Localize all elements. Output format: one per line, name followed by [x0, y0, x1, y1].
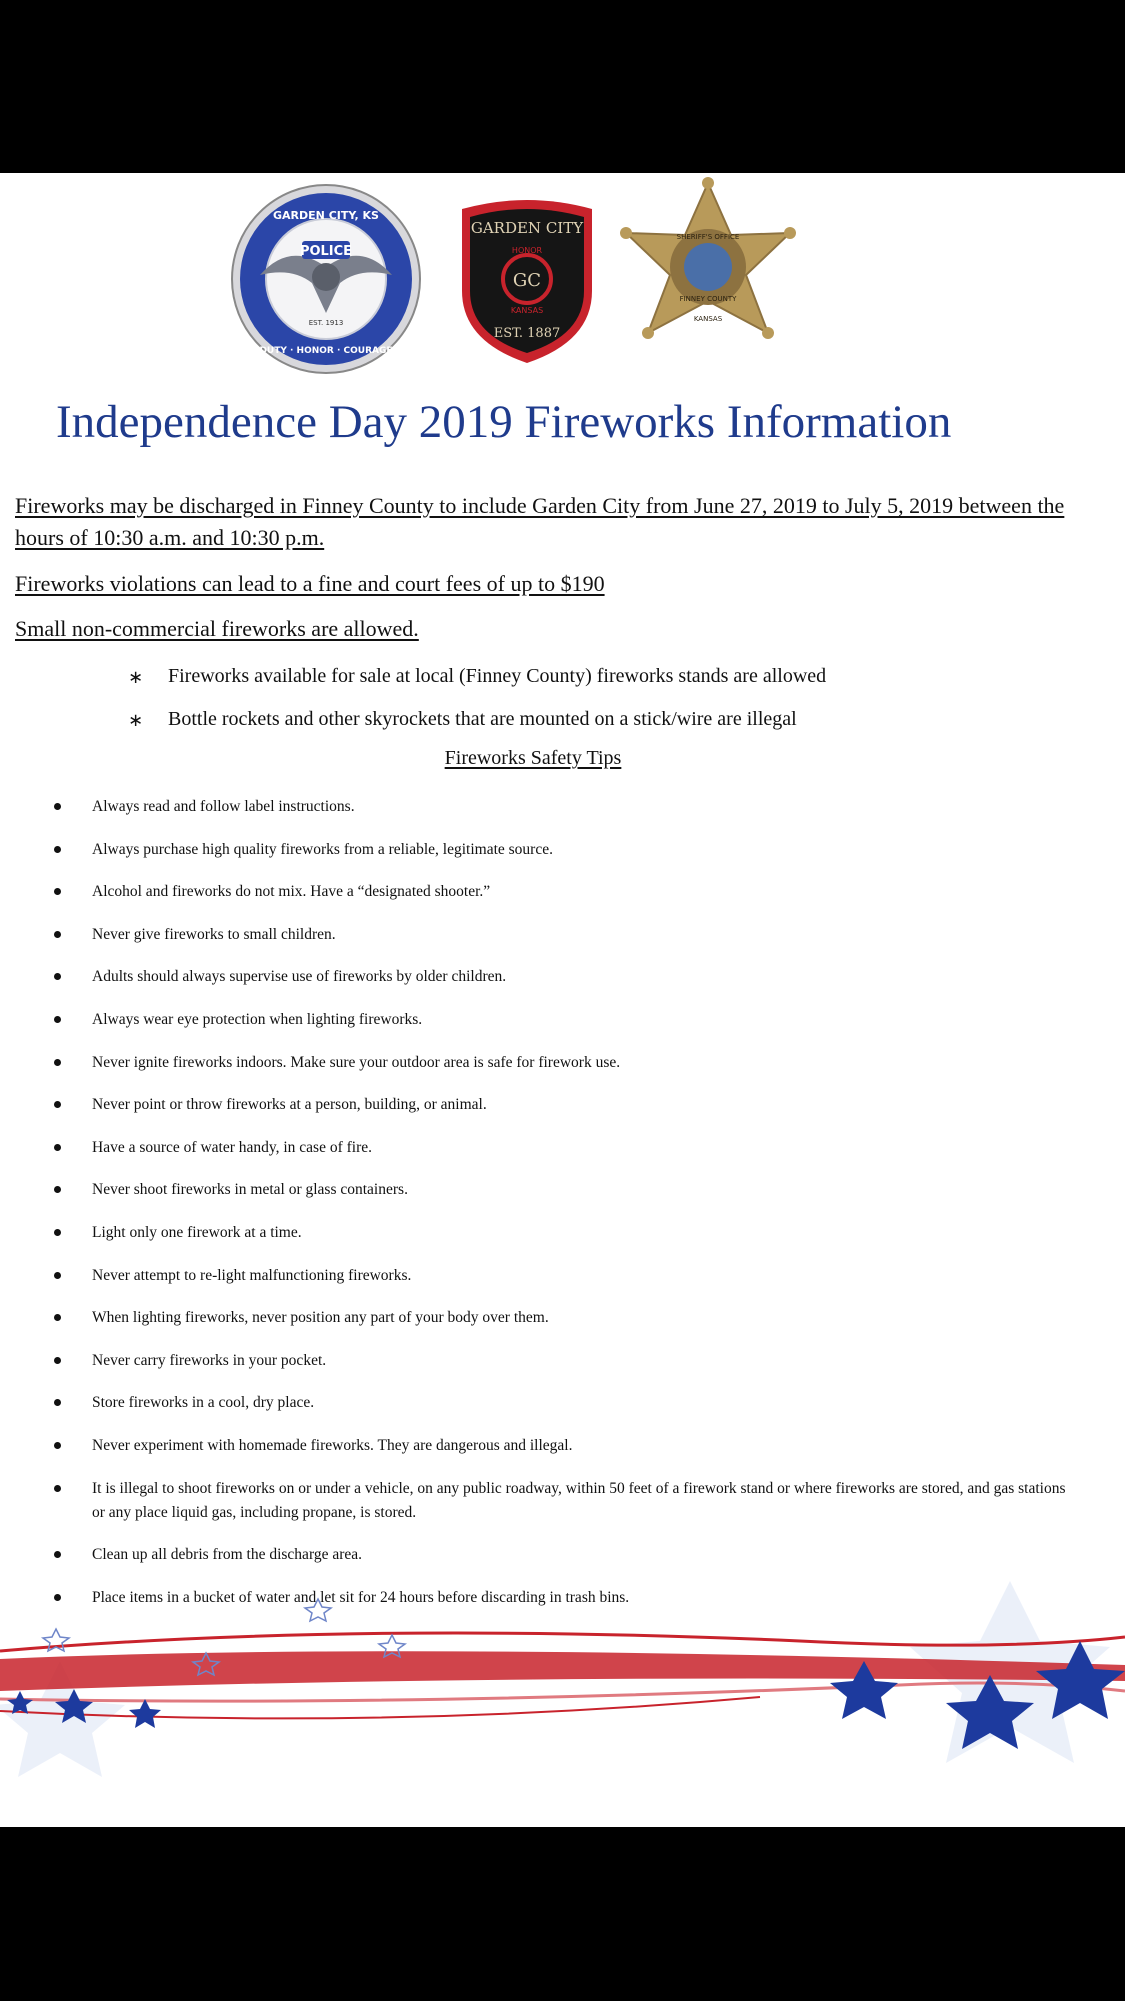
- svg-text:KANSAS: KANSAS: [693, 315, 723, 323]
- allowed-items-list: [128, 661, 826, 747]
- svg-text:DUTY · HONOR · COURAGE: DUTY · HONOR · COURAGE: [259, 346, 393, 356]
- svg-text:FINNEY COUNTY: FINNEY COUNTY: [679, 295, 737, 303]
- police-seal-logo: [230, 183, 422, 375]
- list-item: Never carry fireworks in your pocket.: [52, 1349, 1082, 1373]
- svg-text:POLICE: POLICE: [299, 244, 353, 259]
- bullet-icon: [54, 888, 61, 895]
- list-item: Never experiment with homemade fireworks. They are dangerous and illegal.: [52, 1434, 1082, 1458]
- page-title: Independence Day 2019 Fireworks Information: [56, 396, 952, 448]
- bullet-icon: [54, 1442, 61, 1449]
- list-item: Alcohol and fireworks do not mix. Have a “designated shooter.”: [52, 880, 1082, 904]
- allowed-rule: Small non-commercial fireworks are allowed.: [15, 616, 419, 641]
- bullet-icon: [54, 803, 61, 810]
- svg-text:GARDEN CITY: GARDEN CITY: [470, 219, 584, 237]
- fine-rule: Fireworks violations can lead to a fine and court fees of up to $190: [15, 571, 605, 596]
- safety-tips-list: [52, 795, 1082, 1628]
- patriotic-banner-graphic: [0, 1581, 1125, 1827]
- bullet-icon: [54, 1186, 61, 1193]
- bullet-icon: [54, 1357, 61, 1364]
- list-item: ∗ Bottle rockets and other skyrockets that are mounted on a stick/wire are illegal: [128, 704, 826, 747]
- list-item: Have a source of water handy, in case of fire.: [52, 1136, 1082, 1160]
- bullet-icon: [54, 1314, 61, 1321]
- bullet-icon: [54, 973, 61, 980]
- list-item: Light only one firework at a time.: [52, 1221, 1082, 1245]
- bullet-icon: [54, 1101, 61, 1108]
- bullet-icon: [54, 846, 61, 853]
- list-item: Never give fireworks to small children.: [52, 923, 1082, 947]
- bullet-icon: [54, 1485, 61, 1492]
- bullet-icon: [54, 1551, 61, 1558]
- flyer-page: [0, 173, 1125, 1827]
- svg-text:HONOR: HONOR: [511, 246, 543, 255]
- agency-logos: [0, 173, 1125, 373]
- svg-text:SHERIFF'S OFFICE: SHERIFF'S OFFICE: [676, 233, 740, 241]
- bullet-icon: [54, 1272, 61, 1279]
- svg-text:EST. 1887: EST. 1887: [493, 326, 561, 341]
- bullet-icon: [54, 1144, 61, 1151]
- list-item: Never point or throw fireworks at a person, building, or animal.: [52, 1093, 1082, 1117]
- list-item: Always purchase high quality fireworks from a reliable, legitimate source.: [52, 838, 1082, 862]
- list-item: Always read and follow label instructions.: [52, 795, 1082, 819]
- svg-text:KANSAS: KANSAS: [510, 306, 544, 315]
- fire-department-shield-logo: [454, 195, 600, 367]
- bullet-icon: [54, 1399, 61, 1406]
- list-item: It is illegal to shoot fireworks on or under a vehicle, on any public roadway, within 50 feet of a firework stand or where fireworks are stored, and gas stations or any place liquid gas, including propane, is stored.: [52, 1477, 1082, 1525]
- list-item: Adults should always supervise use of fireworks by older children.: [52, 965, 1082, 989]
- list-item: Never shoot fireworks in metal or glass containers.: [52, 1178, 1082, 1202]
- svg-text:GC: GC: [512, 270, 542, 291]
- list-item: Never attempt to re-light malfunctioning fireworks.: [52, 1264, 1082, 1288]
- asterisk-bullet-icon: ∗: [128, 710, 144, 731]
- bullet-icon: [54, 1229, 61, 1236]
- bullet-icon: [54, 1059, 61, 1066]
- list-item: Never ignite fireworks indoors. Make sure your outdoor area is safe for firework use.: [52, 1051, 1082, 1075]
- asterisk-bullet-icon: ∗: [128, 667, 144, 688]
- list-item: Clean up all debris from the discharge area.: [52, 1543, 1082, 1567]
- svg-text:EST. 1913: EST. 1913: [308, 319, 344, 327]
- bullet-icon: [54, 931, 61, 938]
- list-item: ∗ Fireworks available for sale at local (Finney County) fireworks stands are allowed: [128, 661, 826, 704]
- list-item: When lighting fireworks, never position any part of your body over them.: [52, 1306, 1082, 1330]
- safety-tips-heading: Fireworks Safety Tips: [444, 747, 622, 769]
- bullet-icon: [54, 1016, 61, 1023]
- svg-text:GARDEN CITY, KS: GARDEN CITY, KS: [273, 209, 379, 222]
- list-item: Always wear eye protection when lighting fireworks.: [52, 1008, 1082, 1032]
- list-item: Place items in a bucket of water and let sit for 24 hours before discarding in trash bins.: [52, 1586, 1082, 1610]
- sheriff-star-badge-logo: [618, 177, 798, 367]
- list-item: Store fireworks in a cool, dry place.: [52, 1391, 1082, 1415]
- discharge-dates-rule: Fireworks may be discharged in Finney County to include Garden City from June 27, 2019 to July 5, 2019 between the hours of 10:30 a.m. and 10:30 p.m.: [15, 493, 1065, 550]
